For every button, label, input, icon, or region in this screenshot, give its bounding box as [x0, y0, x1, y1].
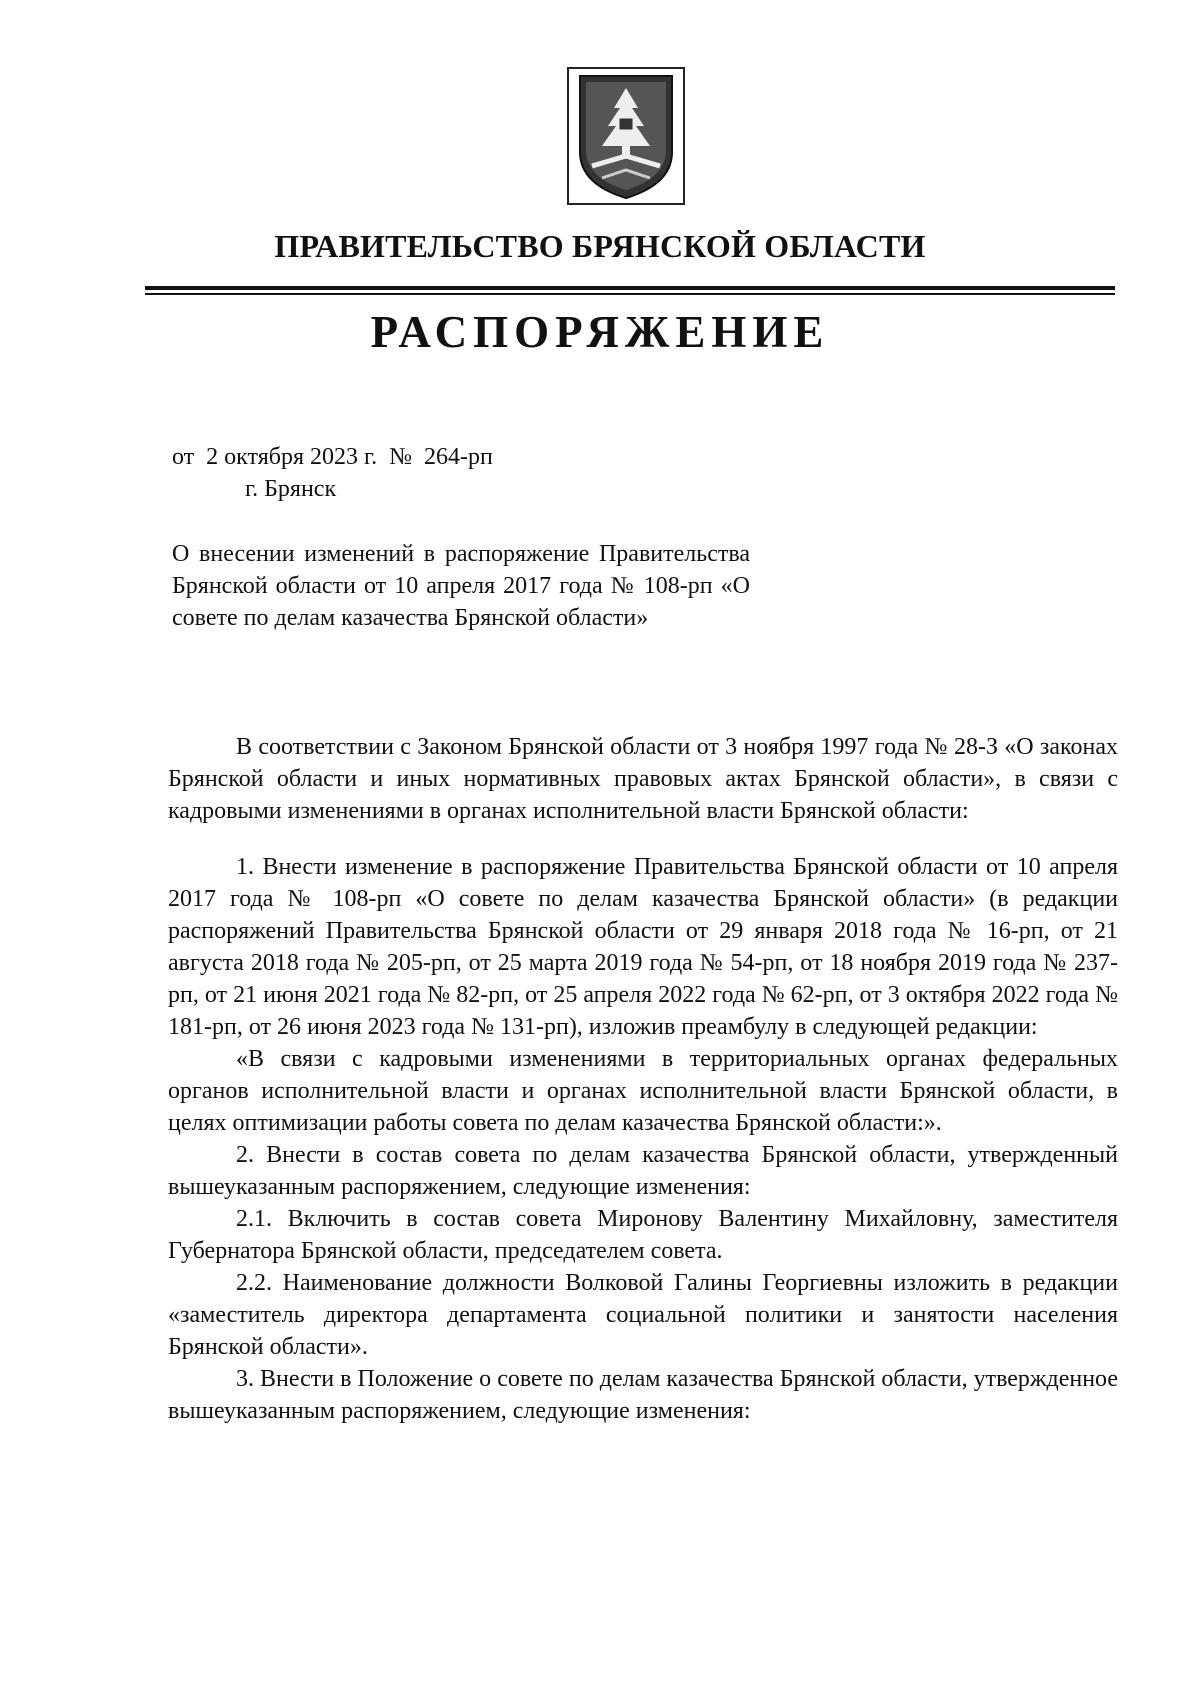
document-subject: О внесении изменений в распоряжение Правительства Брянской области от 10 апреля 2017 года № 108-рп «О совете по делам казачества Брянской области»	[172, 541, 750, 631]
header-rule-thin	[145, 293, 1115, 295]
clause-2-1: 2.1. Включить в состав совета Миронову Валентину Михайловну, заместителя Губернатора Брянской области, председателем совета.	[168, 1206, 1118, 1264]
clause-2: 2. Внести в состав совета по делам казачества Брянской области, утвержденный вышеуказанным распоряжением, следующие изменения:	[168, 1142, 1118, 1200]
date-and-number: от 2 октября 2023 г. № 264-рп	[172, 444, 493, 470]
document-body	[168, 731, 1118, 1427]
clause-2-2: 2.2. Наименование должности Волковой Галины Георгиевны изложить в редакции «заместитель директора департамента социальной политики и занятости населения Брянской области».	[168, 1270, 1118, 1360]
clause-3: 3. Внести в Положение о совете по делам казачества Брянской области, утвержденное вышеуказанным распоряжением, следующие изменения:	[168, 1366, 1118, 1424]
document-type: РАСПОРЯЖЕНИЕ	[370, 307, 830, 357]
city: г. Брянск	[245, 476, 337, 502]
coat-of-arms-icon	[566, 66, 686, 206]
government-title: ПРАВИТЕЛЬСТВО БРЯНСКОЙ ОБЛАСТИ	[274, 228, 926, 264]
header-rule-thick	[145, 286, 1115, 290]
clause-1: 1. Внести изменение в распоряжение Правительства Брянской области от 10 апреля 2017 года № 108-рп «О совете по делам казачества Брянской области» (в редакции распоряжений Правительства Брянской области от 29 января 2018 года № 16-рп, от 21 августа 2018 года № 205-рп, от 25 марта 2019 года № 54-рп, от 18 ноября 2019 года № 237-рп, от 21 июня 2021 года № 82-рп, от 25 апреля 2022 года № 62-рп, от 3 октября 2022 года № 181-рп, от 26 июня 2023 года № 131-рп), изложив преамбулу в следующей редакции:	[168, 854, 1118, 1040]
clause-1-quote: «В связи с кадровыми изменениями в территориальных органах федеральных органов исполнительной власти и органах исполнительной власти Брянской области, в целях оптимизации работы совета по делам казачества Брянской области:».	[168, 1046, 1118, 1136]
preamble-paragraph: В соответствии с Законом Брянской области от 3 ноября 1997 года № 28-З «О законах Брянской области и иных нормативных правовых актах Брянской области», в связи с кадровыми изменениями в органах исполнительной власти Брянской области:	[168, 734, 1118, 824]
